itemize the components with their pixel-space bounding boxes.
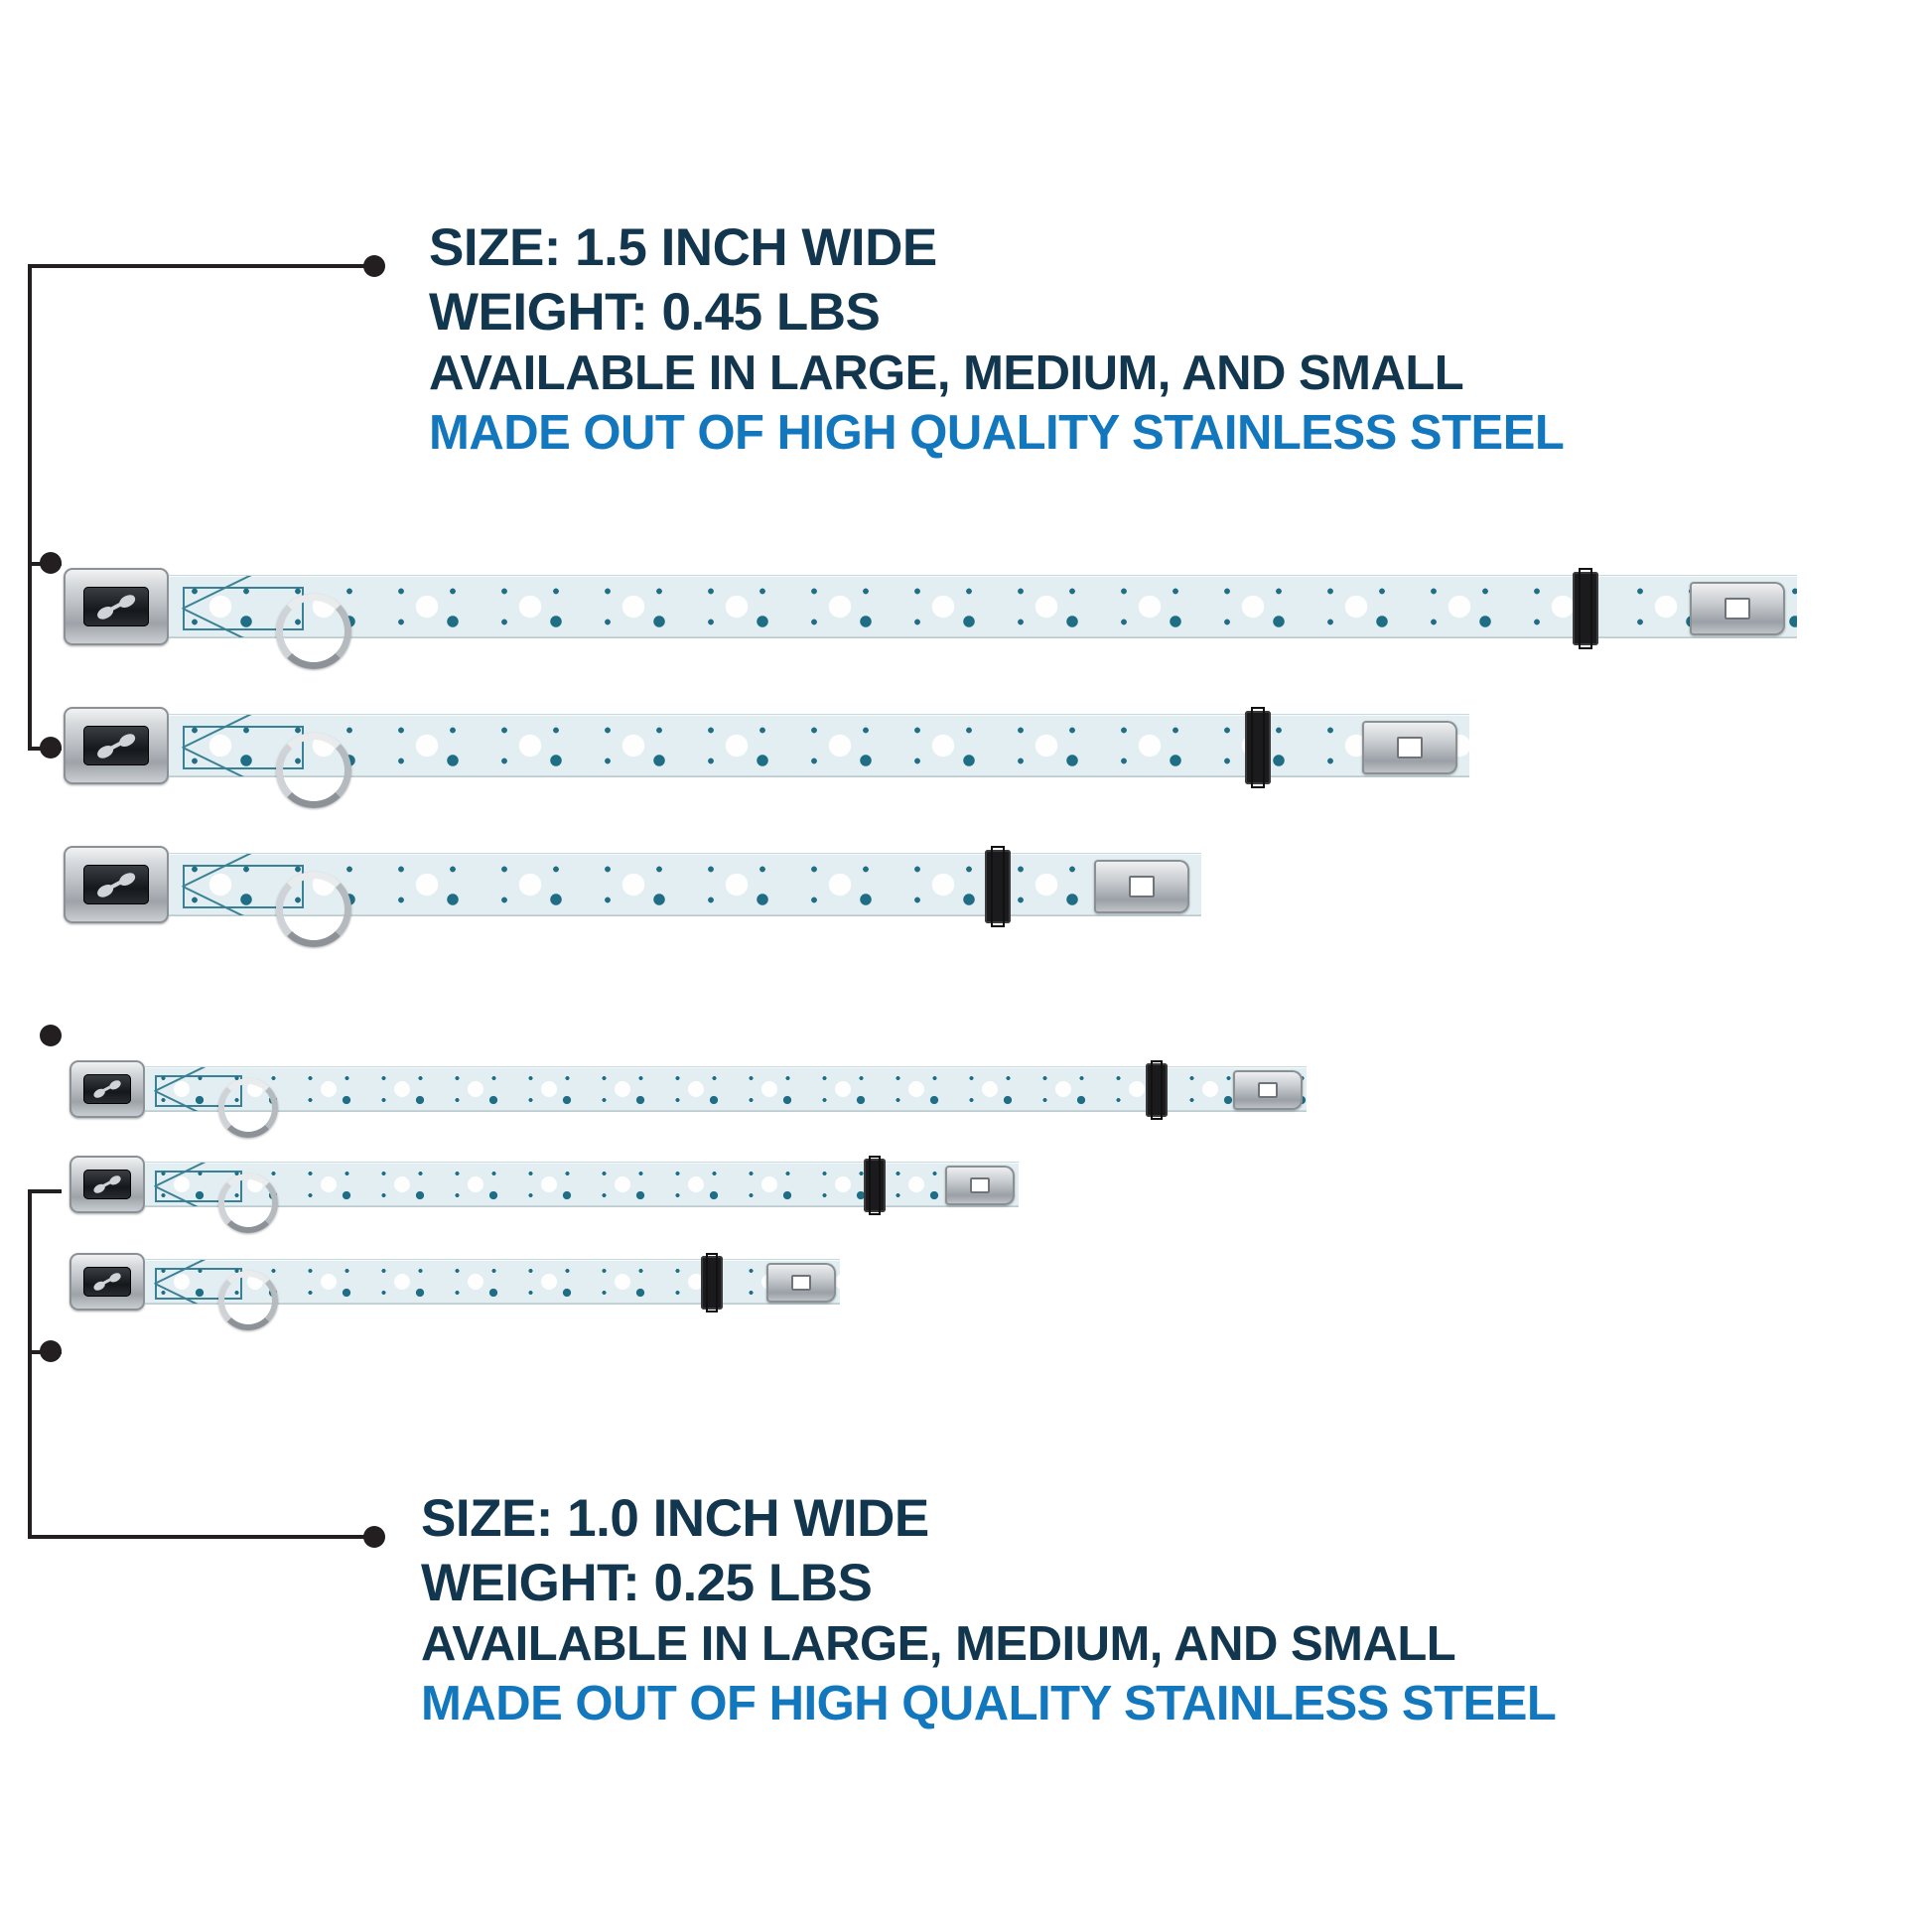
leader-top-vertical bbox=[28, 264, 32, 751]
buckle-tongue-icon[interactable] bbox=[1690, 582, 1785, 635]
callout-dot-icon-top-large bbox=[40, 552, 62, 574]
d-ring-icon[interactable] bbox=[218, 1271, 278, 1330]
buckle-tongue-icon[interactable] bbox=[1233, 1070, 1303, 1110]
strap-adjuster-icon[interactable] bbox=[985, 850, 1011, 923]
spec-available-narrow: AVAILABLE IN LARGE, MEDIUM, AND SMALL bbox=[421, 1617, 1456, 1672]
seatbelt-buckle-icon[interactable] bbox=[64, 846, 169, 923]
buckle-window bbox=[83, 1170, 130, 1199]
buckle-tongue-icon[interactable] bbox=[766, 1263, 836, 1303]
collar-wide-large[interactable] bbox=[64, 568, 1797, 645]
buckle-window bbox=[83, 1074, 130, 1104]
strap-print bbox=[169, 576, 1797, 637]
collar-narrow-large[interactable] bbox=[69, 1060, 1307, 1118]
d-ring-icon[interactable] bbox=[218, 1078, 278, 1138]
collar-strap bbox=[145, 1066, 1307, 1112]
spec-block-wide bbox=[429, 216, 1564, 464]
dog-bone-icon bbox=[95, 592, 137, 621]
strap-adjuster-icon[interactable] bbox=[1573, 572, 1598, 645]
seatbelt-buckle-icon[interactable] bbox=[69, 1253, 145, 1311]
buckle-window bbox=[83, 587, 149, 627]
strap-adjuster-icon[interactable] bbox=[864, 1159, 886, 1212]
seatbelt-buckle-icon[interactable] bbox=[64, 568, 169, 645]
seatbelt-buckle-icon[interactable] bbox=[69, 1156, 145, 1213]
spec-size-wide: SIZE: 1.5 INCH WIDE bbox=[429, 218, 937, 277]
seatbelt-buckle-icon[interactable] bbox=[69, 1060, 145, 1118]
callout-dot-icon-top-text bbox=[363, 255, 385, 277]
buckle-tongue-icon[interactable] bbox=[945, 1166, 1015, 1205]
callout-dot-icon-bottom-large bbox=[40, 1025, 62, 1046]
callout-dot-icon-top-small bbox=[40, 737, 62, 759]
dog-bone-icon bbox=[92, 1173, 122, 1194]
tongue-hole bbox=[1397, 737, 1424, 759]
leader-top-horizontal-upper bbox=[28, 264, 365, 268]
d-ring-icon[interactable] bbox=[276, 872, 351, 947]
strap-adjuster-icon[interactable] bbox=[701, 1256, 723, 1310]
dog-bone-icon bbox=[92, 1078, 122, 1099]
strap-adjuster-icon[interactable] bbox=[1245, 711, 1271, 784]
spec-material-narrow: MADE OUT OF HIGH QUALITY STAINLESS STEEL bbox=[421, 1677, 1557, 1731]
strap-print bbox=[169, 715, 1469, 776]
d-ring-icon[interactable] bbox=[218, 1173, 278, 1233]
collar-wide-medium[interactable] bbox=[64, 707, 1469, 784]
buckle-window bbox=[83, 726, 149, 766]
leader-bottom-horizontal-med bbox=[28, 1189, 62, 1193]
buckle-window bbox=[83, 865, 149, 905]
spec-material-wide: MADE OUT OF HIGH QUALITY STAINLESS STEEL bbox=[429, 406, 1565, 461]
collar-narrow-medium[interactable] bbox=[69, 1156, 1019, 1213]
spec-weight-wide: WEIGHT: 0.45 LBS bbox=[429, 282, 881, 342]
tongue-hole bbox=[791, 1275, 811, 1291]
collar-strap bbox=[169, 714, 1469, 777]
strap-print bbox=[145, 1067, 1307, 1111]
dog-bone-icon bbox=[92, 1271, 122, 1292]
spec-weight-narrow: WEIGHT: 0.25 LBS bbox=[421, 1553, 873, 1612]
leader-bottom-vertical bbox=[28, 1189, 32, 1539]
d-ring-icon[interactable] bbox=[276, 733, 351, 808]
leader-bottom-horizontal-text bbox=[28, 1535, 365, 1539]
callout-dot-icon-bottom-text bbox=[363, 1526, 385, 1548]
collar-narrow-small[interactable] bbox=[69, 1253, 840, 1311]
buckle-tongue-icon[interactable] bbox=[1362, 721, 1457, 774]
tongue-hole bbox=[1725, 598, 1751, 620]
strap-adjuster-icon[interactable] bbox=[1146, 1063, 1168, 1117]
spec-available-wide: AVAILABLE IN LARGE, MEDIUM, AND SMALL bbox=[429, 346, 1464, 401]
spec-block-narrow bbox=[421, 1487, 1556, 1734]
callout-dot-icon-bottom-small bbox=[40, 1340, 62, 1362]
tongue-hole bbox=[1129, 876, 1156, 897]
collar-wide-small[interactable] bbox=[64, 846, 1201, 923]
dog-bone-icon bbox=[95, 870, 137, 898]
seatbelt-buckle-icon[interactable] bbox=[64, 707, 169, 784]
tongue-hole bbox=[970, 1177, 990, 1193]
buckle-window bbox=[83, 1267, 130, 1297]
tongue-hole bbox=[1258, 1082, 1278, 1098]
dog-bone-icon bbox=[95, 731, 137, 759]
d-ring-icon[interactable] bbox=[276, 594, 351, 669]
buckle-tongue-icon[interactable] bbox=[1094, 860, 1189, 913]
spec-size-narrow: SIZE: 1.0 INCH WIDE bbox=[421, 1489, 929, 1548]
collar-strap bbox=[169, 575, 1797, 638]
